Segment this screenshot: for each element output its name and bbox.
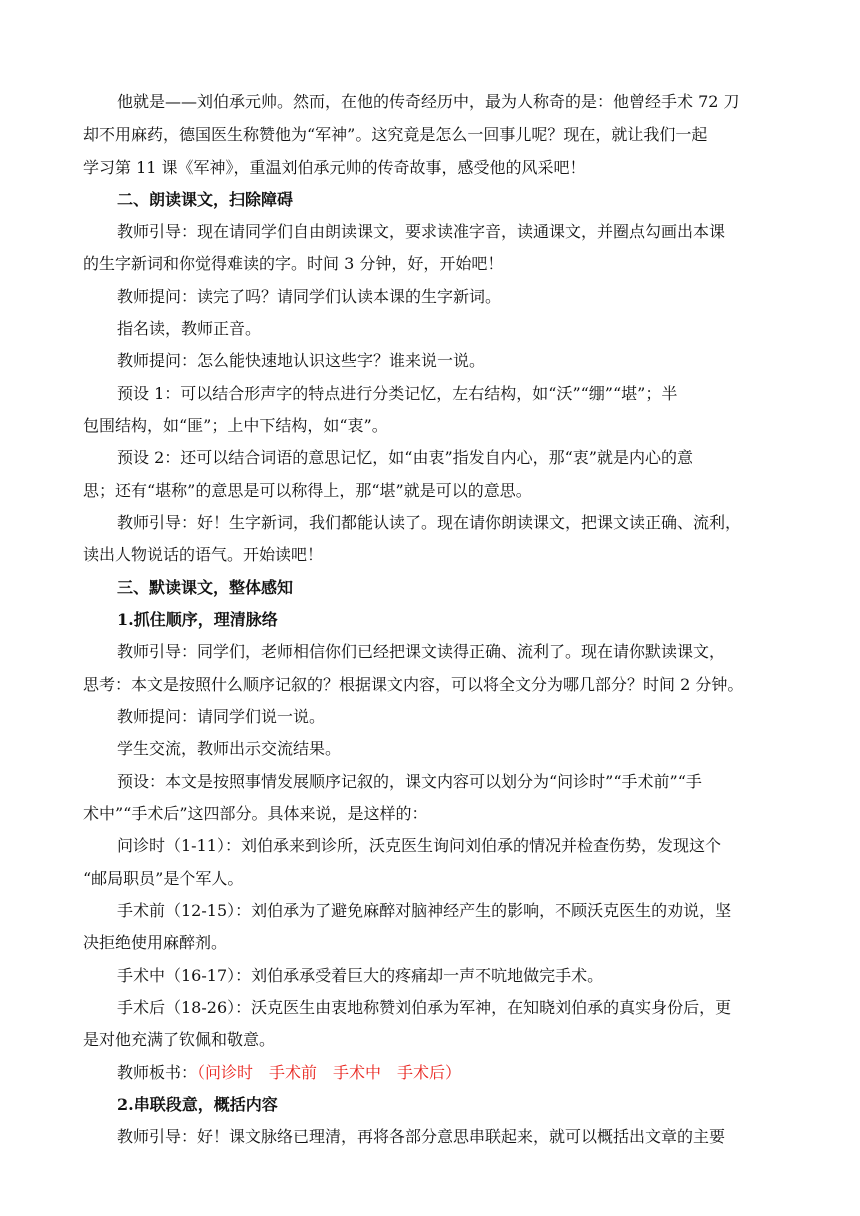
paragraph-line: 思；还有“堪称”的意思是可以称得上，那“堪”就是可以的意思。 — [83, 481, 532, 500]
board-writing-label: 教师板书： — [117, 1063, 198, 1082]
paragraph-line: 却不用麻药，德国医生称赞他为“军神”。这究竟是怎么一回事儿呢？现在，就让我们一起 — [83, 125, 708, 144]
paragraph-line: 的生字新词和你觉得难读的字。时间 3 分钟，好，开始吧！ — [83, 254, 504, 273]
paragraph-line: 学习第 11 课《军神》，重温刘伯承元帅的传奇故事，感受他的风采吧！ — [83, 158, 586, 177]
paragraph-line: 预设：本文是按照事情发展顺序记叙的，课文内容可以划分为“问诊时”“手术前”“手 — [117, 772, 702, 791]
paragraph-line: 读出人物说话的语气。开始读吧！ — [83, 545, 324, 564]
paragraph-line: 包围结构，如“匪”；上中下结构，如“衷”。 — [83, 416, 388, 435]
paragraph-line: 教师引导：同学们，老师相信你们已经把课文读得正确、流利了。现在请你默读课文， — [117, 642, 726, 661]
paragraph-line: 问诊时（1-11）：刘伯承来到诊所，沃克医生询问刘伯承的情况并检查伤势，发现这个 — [117, 836, 721, 855]
section-heading: 三、默读课文，整体感知 — [117, 578, 294, 597]
paragraph-line: 他就是——刘伯承元帅。然而，在他的传奇经历中，最为人称奇的是：他曾经手术 72 刀 — [117, 92, 740, 111]
paragraph-line: 手术后（18-26）：沃克医生由衷地称赞刘伯承为军神，在知晓刘伯承的真实身份后，更 — [117, 998, 732, 1017]
board-writing-line — [117, 1063, 461, 1083]
paragraph-line: 术中”“手术后”这四部分。具体来说，是这样的： — [83, 804, 428, 823]
paragraph-line: 手术中（16-17）：刘伯承承受着巨大的疼痛却一声不吭地做完手术。 — [117, 966, 604, 985]
paragraph-line: 教师提问：请同学们说一说。 — [117, 707, 326, 726]
paragraph-line: 教师引导：好！生字新词，我们都能认读了。现在请你朗读课文，把课文读正确、流利， — [117, 513, 742, 532]
paragraph-line: 决拒绝使用麻醉剂。 — [83, 933, 228, 952]
paragraph-line: 思考：本文是按照什么顺序记叙的？根据课文内容，可以将全文分为哪几部分？时间 2 分钟。 — [83, 675, 744, 694]
paragraph-line: 教师提问：读完了吗？请同学们认读本课的生字新词。 — [117, 287, 502, 306]
paragraph-line: 学生交流，教师出示交流结果。 — [117, 739, 342, 758]
subsection-heading: 2.串联段意，概括内容 — [117, 1095, 278, 1114]
subsection-heading: 1.抓住顺序，理清脉络 — [117, 610, 278, 629]
paragraph-line: 是对他充满了钦佩和敬意。 — [83, 1030, 276, 1049]
section-heading: 二、朗读课文，扫除障碍 — [117, 190, 294, 209]
paragraph-line: 教师提问：怎么能快速地认识这些字？谁来说一说。 — [117, 351, 486, 370]
paragraph-line: 预设 2：还可以结合词语的意思记忆，如“由衷”指发自内心，那“衷”就是内心的意 — [117, 448, 693, 467]
paragraph-line: “邮局职员”是个军人。 — [83, 869, 244, 888]
paragraph-line: 手术前（12-15）：刘伯承为了避免麻醉对脑神经产生的影响，不顾沃克医生的劝说，坚 — [117, 901, 732, 920]
paragraph-line: 教师引导：现在请同学们自由朗读课文，要求读准字音，读通课文，并圈点勾画出本课 — [117, 222, 726, 241]
paragraph-line: 教师引导：好！课文脉络已理清，再将各部分意思串联起来，就可以概括出文章的主要 — [117, 1127, 726, 1146]
paragraph-line: 预设 1：可以结合形声字的特点进行分类记忆，左右结构，如“沃”“绷”“堪”；半 — [117, 384, 678, 403]
paragraph-line: 指名读，教师正音。 — [117, 319, 262, 338]
board-writing-content: （问诊时 手术前 手术中 手术后） — [197, 1063, 462, 1082]
